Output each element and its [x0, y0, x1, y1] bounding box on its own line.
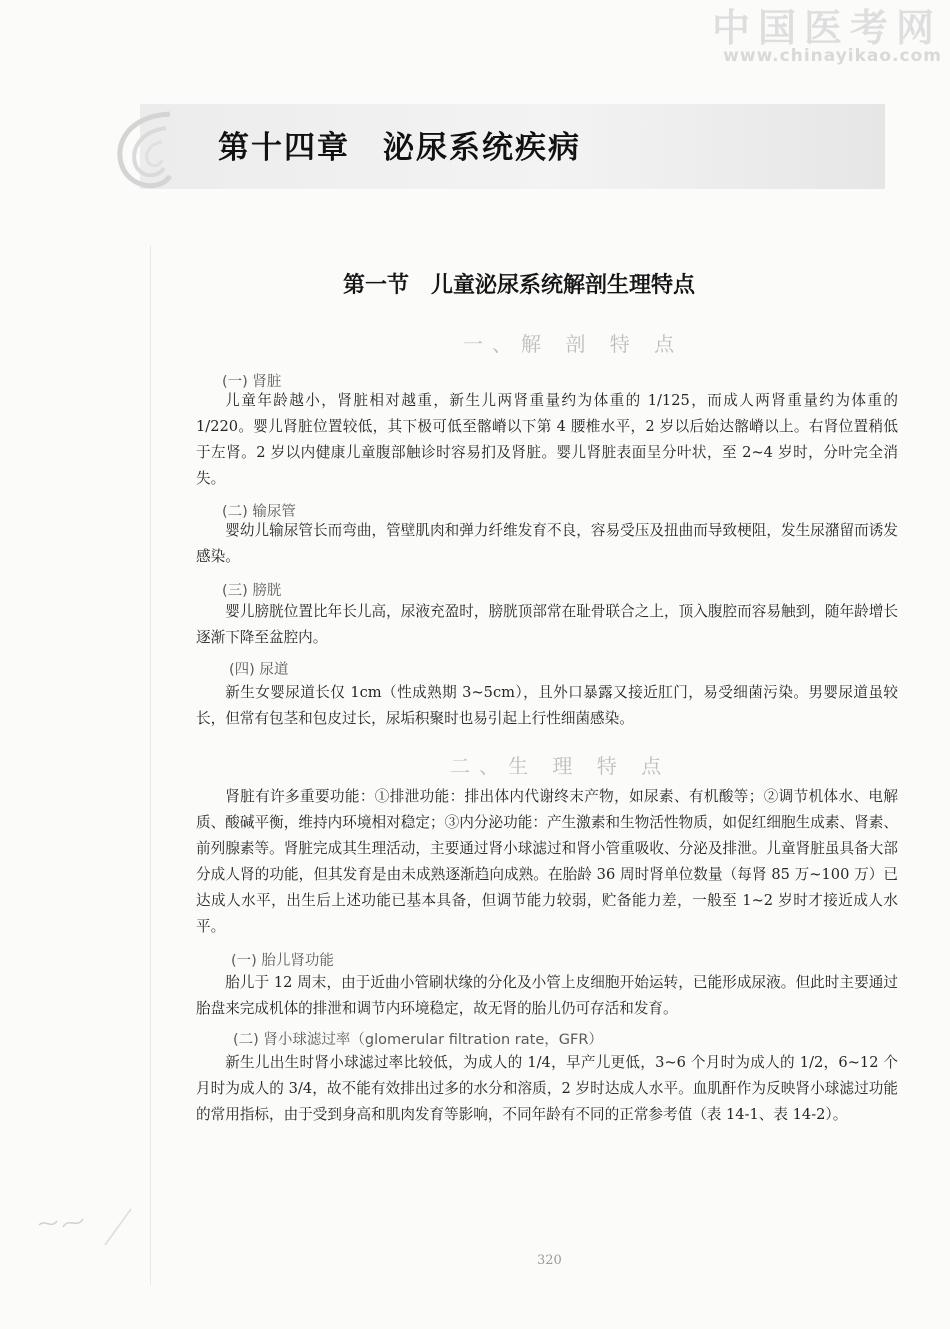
paragraph-physiology-intro: 肾脏有许多重要功能：①排泄功能：排出体内代谢终末产物，如尿素、有机酸等；②调节机体水、电解质、酸碱平衡，维持内环境相对稳定；③内分泌功能：产生激素和生物活性物质，如促红细胞生成素、肾素、前列腺素等。肾脏完成其生理活动，主要通过肾小球滤过和肾小管重吸收、分泌及排泄。儿童肾脏虽具备大部分成人肾的功能，但其发育是由未成熟逐渐趋向成熟。在胎龄 36 周时肾单位数量（每肾 85 万~100 万）已达成人水平，出生后上述功能已基本具备，但调节能力较弱，贮备能力差，一般至 1~2 岁时才接近成人水平。 [196, 788, 898, 935]
section-title: 第一节 儿童泌尿系统解剖生理特点 [343, 273, 696, 298]
subsection-label-kidney: (一) 肾脏 [222, 374, 282, 390]
part-heading-physiology: 二、生 理 特 点 [450, 754, 671, 778]
paragraph-fetal-renal-function: 胎儿于 12 周末，由于近曲小管刷状缘的分化及小管上皮细胞开始运转，已能形成尿液。但此时主要通过胎盘来完成机体的排泄和调节内环境稳定，故无肾的胎儿仍可存活和发育。 [196, 974, 898, 1017]
page-number: 320 [537, 1253, 562, 1268]
paragraph-bladder: 婴儿膀胱位置比年长儿高，尿液充盈时，膀胱顶部常在耻骨联合之上，顶入腹腔而容易触到，随年龄增长逐渐下降至盆腔内。 [196, 603, 898, 646]
site-watermark [702, 6, 942, 66]
watermark-url: www.chinayikao.com [723, 46, 942, 66]
chapter-title: 第十四章 泌尿系统疾病 [218, 130, 581, 166]
subsection-label-urethra: (四) 尿道 [229, 662, 289, 678]
paragraph-urethra: 新生女婴尿道长仅 1cm（性成熟期 3~5cm），且外口暴露又接近肛门，易受细菌污染。男婴尿道虽较长，但常有包茎和包皮过长，尿垢积聚时也易引起上行性细菌感染。 [196, 684, 898, 727]
paragraph-gfr: 新生儿出生时肾小球滤过率比较低，为成人的 1/4，早产儿更低，3~6 个月时为成人的 1/2，6~12 个月时为成人的 3/4，故不能有效排出过多的水分和溶质，2 岁时达成人水平。血肌酐作为反映肾小球滤过功能的常用指标，由于受到身高和肌肉发育等影响，不同年龄有不同的正常参考值（表 14-1、表 14-2）。 [196, 1054, 898, 1123]
subsection-label-gfr: (二) 肾小球滤过率（glomerular filtration rate，GFR） [233, 1032, 603, 1048]
part-heading-anatomy: 一、解 剖 特 点 [463, 332, 684, 356]
chapter-swirl-icon [108, 104, 178, 204]
subsection-label-bladder: (三) 膀胱 [222, 583, 282, 599]
pencil-mark-icon [35, 1207, 135, 1247]
subsection-label-ureter: (二) 输尿管 [222, 504, 296, 520]
subsection-label-fetal-renal-function: (一) 胎儿肾功能 [231, 953, 334, 969]
margin-rule [150, 245, 151, 1285]
watermark-title: 中国医考网 [711, 6, 942, 50]
paragraph-ureter: 婴幼儿输尿管长而弯曲，管壁肌肉和弹力纤维发育不良，容易受压及扭曲而导致梗阻，发生尿潴留而诱发感染。 [196, 522, 898, 565]
paragraph-kidney: 儿童年龄越小，肾脏相对越重，新生儿两肾重量约为体重的 1/125，而成人两肾重量约为体重的 1/220。婴儿肾脏位置较低，其下极可低至髂嵴以下第 4 腰椎水平，2 岁以后始达髂嵴以上。右肾位置稍低于左肾。2 岁以内健康儿童腹部触诊时容易扪及肾脏。婴儿肾脏表面呈分叶状，至 2~4 岁时，分叶完全消失。 [196, 392, 898, 487]
